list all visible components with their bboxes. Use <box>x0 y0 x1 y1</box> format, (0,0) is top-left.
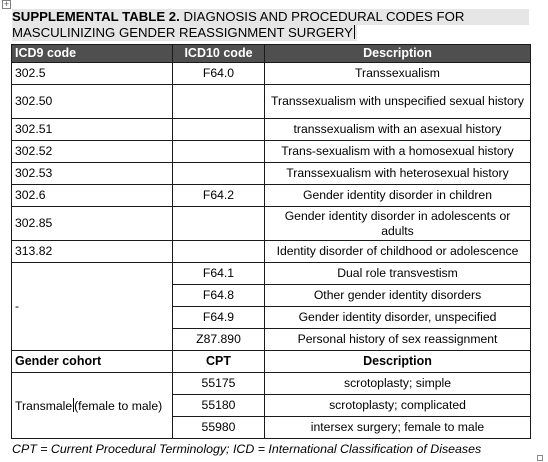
icd10-cell <box>173 163 265 185</box>
header-row <box>12 45 531 63</box>
description-cell: Transsexualism <box>265 63 531 85</box>
icd9-cell: 302.85 <box>12 207 173 241</box>
description-cell: Gender identity disorder, unspecified <box>265 307 531 329</box>
description-cell: Gender identity disorder in children <box>265 185 531 207</box>
icd9-cell: 302.53 <box>12 163 173 185</box>
col-header-description: Description <box>265 45 531 63</box>
codes-table <box>11 44 531 439</box>
gender-cohort-cell <box>12 373 173 439</box>
description-cell: Transsexualism with unspecified sexual history <box>265 85 531 119</box>
icd9-cell: 302.51 <box>12 119 173 141</box>
icd10-cell <box>173 141 265 163</box>
description-cell: Transsexualism with heterosexual history <box>265 163 531 185</box>
icd10-cell <box>173 85 265 119</box>
icd9-cell: 313.82 <box>12 241 173 263</box>
title-line-1 <box>12 9 529 25</box>
icd10-cell: F64.0 <box>173 63 265 85</box>
description-cell: transsexualism with an asexual history <box>265 119 531 141</box>
description-cell: intersex surgery; female to male <box>265 417 531 439</box>
icd9-cell: 302.5 <box>12 63 173 85</box>
description-cell: Trans-sexualism with a homosexual history <box>265 141 531 163</box>
title-label: SUPPLEMENTAL TABLE 2. <box>12 9 180 24</box>
gender-cohort-name: Transmale <box>15 398 73 413</box>
table-move-handle[interactable]: + <box>3 0 10 9</box>
cpt-cell: 55175 <box>173 373 265 395</box>
icd9-cell: 302.50 <box>12 85 173 119</box>
icd9-cell: 302.6 <box>12 185 173 207</box>
description-cell: Personal history of sex reassignment <box>265 329 531 351</box>
icd10-cell: F64.9 <box>173 307 265 329</box>
icd10-cell <box>173 241 265 263</box>
icd10-cell: Z87.890 <box>173 329 265 351</box>
table-row <box>12 163 531 185</box>
table-resize-handle[interactable] <box>537 455 543 461</box>
title-line-2 <box>12 25 357 41</box>
col-header-icd9: ICD9 code <box>12 45 173 63</box>
description-cell: scrotoplasty; complicated <box>265 395 531 417</box>
cpt-cell: 55980 <box>173 417 265 439</box>
icd10-cell: F64.2 <box>173 185 265 207</box>
description-cell: Identity disorder of childhood or adolescence <box>265 241 531 263</box>
table-row <box>12 207 531 241</box>
description-cell: scrotoplasty; simple <box>265 373 531 395</box>
icd10-cell <box>173 119 265 141</box>
icd9-merged-cell: - <box>12 263 173 351</box>
table-title <box>12 9 529 41</box>
col-header-icd10: ICD10 code <box>173 45 265 63</box>
description-cell: Dual role transvestism <box>265 263 531 285</box>
col-header-cpt: CPT <box>173 351 265 373</box>
description-cell: Gender identity disorder in adolescents or adults <box>265 207 531 241</box>
col-header-cpt-description: Description <box>265 351 531 373</box>
text-cursor <box>354 25 355 39</box>
icd10-cell <box>173 207 265 241</box>
table-row <box>12 263 531 285</box>
gender-cohort-detail: (female to male) <box>74 398 163 413</box>
cpt-cell: 55180 <box>173 395 265 417</box>
table-row <box>12 63 531 85</box>
icd9-cell: 302.52 <box>12 141 173 163</box>
icd10-cell: F64.1 <box>173 263 265 285</box>
table-row <box>12 119 531 141</box>
table-row <box>12 241 531 263</box>
table-row <box>12 373 531 395</box>
cpt-header-row <box>12 351 531 373</box>
table-row <box>12 141 531 163</box>
col-header-gender-cohort: Gender cohort <box>12 351 173 373</box>
table-row <box>12 185 531 207</box>
description-cell: Other gender identity disorders <box>265 285 531 307</box>
title-text: DIAGNOSIS AND PROCEDURAL CODES FOR <box>179 9 465 24</box>
table-footnote: CPT = Current Procedural Terminology; ICD = International Classification of Diseases <box>12 442 482 456</box>
title-text-line2: MASCULINIZING GENDER REASSIGNMENT SURGERY <box>12 25 353 40</box>
table-row <box>12 85 531 119</box>
icd10-cell: F64.8 <box>173 285 265 307</box>
